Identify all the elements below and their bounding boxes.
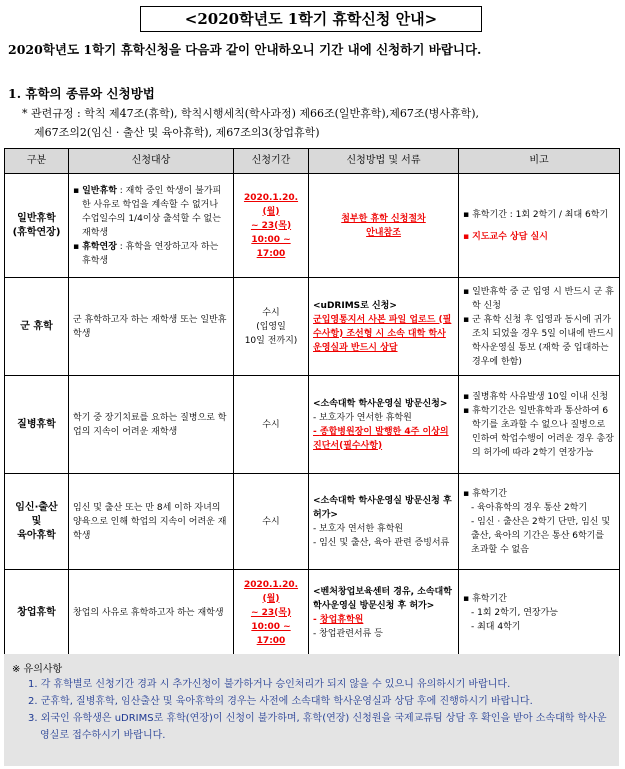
leave-types-table bbox=[4, 148, 620, 656]
table-row-startup bbox=[5, 570, 620, 656]
row-note: ▪ 질병휴학 사유발생 10일 이내 신청 ▪ 휴학기간은 일반휴학과 통산하여 6학기를 초과할 수 없으나 질병으로 인하여 학업수행이 어려운 경우 총장의 허가에 따라 2학기 연장가능 bbox=[459, 376, 620, 474]
target-item: ▪ 일반휴학 : 재학 중인 학생이 불가피한 사유로 학업을 계속할 수 없거나 수업일수의 1/4이상 출석할 수 없는 재학생 bbox=[73, 184, 229, 240]
row-method: <소속대학 학사운영실 방문신청 후 허가> - 보호자 연서한 휴학원 - 임신 및 출산, 육아 관련 증빙서류 bbox=[309, 474, 459, 570]
intro-text: 2020학년도 1학기 휴학신청을 다음과 같이 안내하오니 기간 내에 신청하기 바랍니다. bbox=[8, 42, 482, 57]
note-item: 3. 외국인 유학생은 uDRIMS로 휴학(연장)이 신청이 불가하며, 휴학(연장) 신청원을 국제교류팀 상담 후 확인을 받아 소속대학 학사운영실로 접수하시기 바랍니다. bbox=[28, 713, 607, 741]
row-target bbox=[69, 174, 234, 278]
row-period: 수시 bbox=[234, 376, 309, 474]
row-type: 질병휴학 bbox=[5, 376, 69, 474]
row-method: <벤처창업보육센터 경유, 소속대학 학사운영실 방문신청 후 허가> - 창업휴학원 - 창업관련서류 등 bbox=[309, 570, 459, 656]
table-row-illness bbox=[5, 376, 620, 474]
row-target: 창업의 사유로 휴학하고자 하는 재학생 bbox=[69, 570, 234, 656]
header-target: 신청대상 bbox=[69, 149, 234, 174]
table-row-parental bbox=[5, 474, 620, 570]
section-title: 1. 휴학의 종류와 신청방법 bbox=[8, 86, 155, 101]
row-note: ▪ 휴학기간 - 육아휴학의 경우 통산 2학기 - 임신 · 출산은 2학기 단만, 임신 및 출산, 육아의 기간은 통산 6학기를 초과할 수 없음 bbox=[459, 474, 620, 570]
row-period: 수시 (입영일 10일 전까지) bbox=[234, 278, 309, 376]
row-type: 창업휴학 bbox=[5, 570, 69, 656]
header-method: 신청방법 및 서류 bbox=[309, 149, 459, 174]
row-type: 임신·출산 및 육아휴학 bbox=[5, 474, 69, 570]
row-type: 일반휴학 (휴학연장) bbox=[5, 174, 69, 278]
row-type: 군 휴학 bbox=[5, 278, 69, 376]
header-period: 신청기간 bbox=[234, 149, 309, 174]
header-type: 구분 bbox=[5, 149, 69, 174]
row-target: 임신 및 출산 또는 만 8세 이하 자녀의 양육으로 인해 학업의 지속이 어려운 재학생 bbox=[69, 474, 234, 570]
row-target: 학기 중 장기치료를 요하는 질병으로 학업의 지속이 어려운 재학생 bbox=[69, 376, 234, 474]
table-row-military bbox=[5, 278, 620, 376]
header-note: 비고 bbox=[459, 149, 620, 174]
row-period: 2020.1.20.(월) ~ 23(목) 10:00 ~ 17:00 bbox=[234, 174, 309, 278]
target-item: ▪ 휴학연장 : 휴학을 연장하고자 하는 휴학생 bbox=[73, 240, 229, 268]
note-item: 2. 군휴학, 질병휴학, 임산출산 및 육아휴학의 경우는 사전에 소속대학 학사운영실과 상담 후에 진행하시기 바랍니다. bbox=[28, 696, 533, 707]
row-method: 첨부한 휴학 신청절차 안내참조 bbox=[309, 174, 459, 278]
row-target: 군 휴학하고자 하는 재학생 또는 일반휴학생 bbox=[69, 278, 234, 376]
table-row-general bbox=[5, 174, 620, 278]
row-period: 2020.1.20.(월) ~ 23(목) 10:00 ~ 17:00 bbox=[234, 570, 309, 656]
row-method: <소속대학 학사운영실 방문신청> - 보호자가 연서한 휴학원 - 종합병원장이 발행한 4주 이상의 진단서(필수사항) bbox=[309, 376, 459, 474]
regulation-line-2: 제67조의2(임신 · 출산 및 육아휴학), 제67조의3(창업휴학) bbox=[34, 126, 320, 139]
regulation-line-1: * 관련규정 : 학칙 제47조(휴학), 학칙시행세칙(학사과정) 제66조(일반휴학),제67조(병사휴학), bbox=[22, 107, 480, 120]
notes-list bbox=[12, 676, 612, 744]
page-title: <2020학년도 1학기 휴학신청 안내> bbox=[140, 6, 482, 32]
notes-box bbox=[4, 654, 619, 766]
row-note: ▪ 휴학기간 - 1회 2학기, 연장가능 - 최대 4학기 bbox=[459, 570, 620, 656]
note-item: 1. 각 휴학별로 신청기간 경과 시 추가신청이 불가하거나 승인처리가 되지 않을 수 있으니 유의하시기 바랍니다. bbox=[28, 679, 511, 690]
table-header-row bbox=[5, 149, 620, 174]
notes-heading: ※ 유의사항 bbox=[12, 664, 63, 675]
row-note: ▪ 일반휴학 중 군 입영 시 반드시 군 휴학 신청 ▪ 군 휴학 신청 후 입영과 동시에 귀가조치 되었을 경우 5일 이내에 반드시 학사운영실 통보 (재학 중 입대하는 경우에 한함) bbox=[459, 278, 620, 376]
row-note: ▪ 휴학기간 : 1회 2학기 / 최대 6학기 ▪ 지도교수 상담 실시 bbox=[459, 174, 620, 278]
row-period: 수시 bbox=[234, 474, 309, 570]
row-method: <uDRIMS로 신청> 군입영통지서 사본 파일 업로드 (필수사항) 조선형 시 소속 대학 학사운영실과 반드시 상담 bbox=[309, 278, 459, 376]
regulation bbox=[22, 104, 479, 142]
